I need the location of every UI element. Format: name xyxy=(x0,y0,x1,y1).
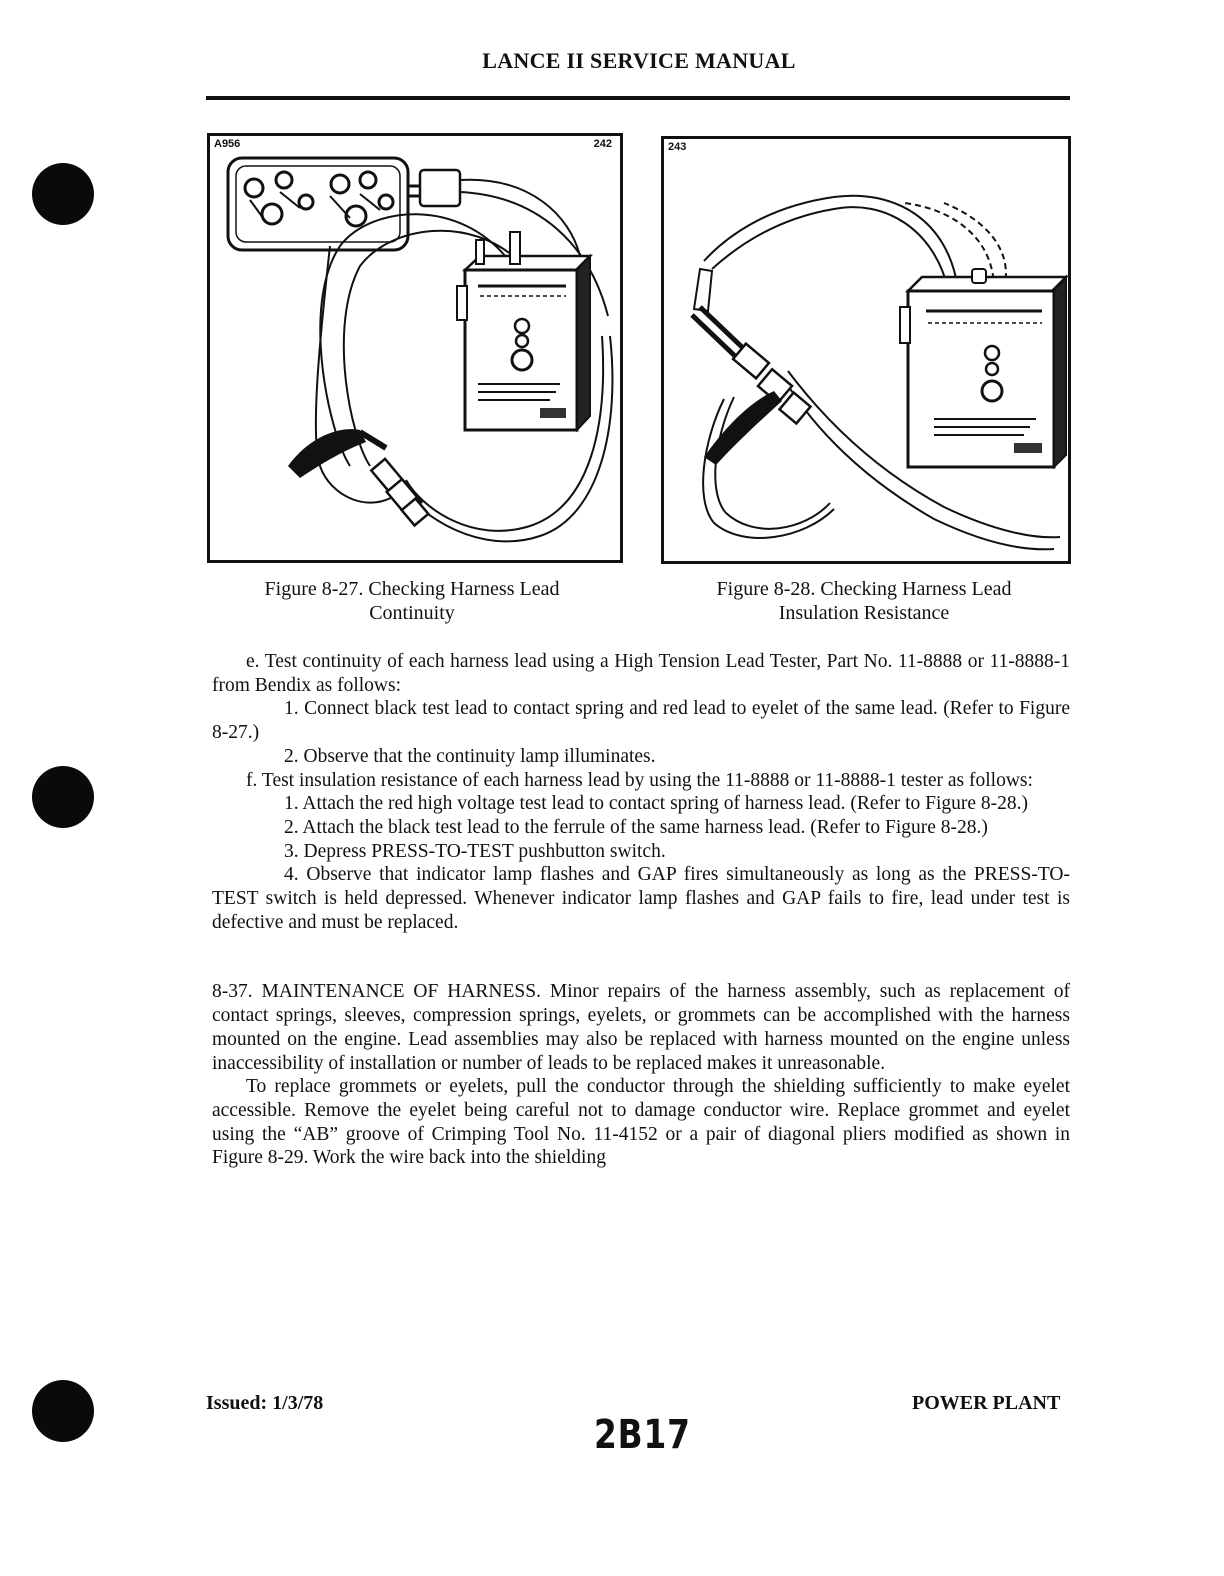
step-f-1: 1. Attach the red high voltage test lead to contact spring of harness lead. (Refer to Figure 8-28.) xyxy=(284,793,1029,815)
step-e: e. Test continuity of each harness lead using a High Tension Lead Tester, Part No. 11-8888 or 11-8888-1 from Bendix as follows: xyxy=(212,651,1070,696)
caption-line: Figure 8-28. Checking Harness Lead xyxy=(716,578,1012,600)
body-text xyxy=(212,650,1070,1170)
harness-distributor-block xyxy=(228,158,460,250)
high-tension-lead-tester xyxy=(457,232,590,430)
binder-hole-bottom xyxy=(32,1380,94,1442)
issued-label: Issued: xyxy=(206,1392,268,1414)
paragraph-gap xyxy=(212,934,1070,980)
figure-8-27-caption xyxy=(200,577,624,625)
continuity-test-illustration xyxy=(210,136,620,560)
step-e-2: 2. Observe that the continuity lamp illuminates. xyxy=(284,745,656,767)
figure-8-27 xyxy=(207,133,623,563)
page-header-title: LANCE II SERVICE MANUAL xyxy=(482,48,796,73)
section-8-37: 8-37. MAINTENANCE OF HARNESS. Minor repairs of the harness assembly, such as replacement of contact springs, sleeves, compression springs, eyelets, or grommets can be accomplished with the harness mounted on the engine. Lead assemblies may also be replaced with harness mounted on the engine unless inaccessibility of installation or number of leads to be replaced makes it unreasonable. xyxy=(212,981,1070,1074)
header-rule xyxy=(206,96,1070,100)
step-f-2: 2. Attach the black test lead to the ferrule of the same harness lead. (Refer to Figure 8-28.) xyxy=(284,816,988,838)
binder-hole-middle xyxy=(32,766,94,828)
caption-line: Figure 8-27. Checking Harness Lead xyxy=(264,578,560,600)
insulation-test-illustration xyxy=(664,139,1068,561)
step-f-4: 4. Observe that indicator lamp flashes and GAP fires simultaneously as long as the PRESS-TO-TEST switch is held depressed. Whenever indicator lamp flashes and GAP fails to fire, lead under test is defective and must be replaced. xyxy=(212,864,1070,933)
caption-line: Continuity xyxy=(369,602,455,624)
section-8-37-continued: To replace grommets or eyelets, pull the conductor through the shielding sufficiently to make eyelet accessible. Remove the eyelet being careful not to damage conductor wire. Replace grommet and eyelet using the “AB” groove of Crimping Tool No. 11-4152 or a pair of diagonal pliers modified as shown in Figure 8-29. Work the wire back into the shielding xyxy=(212,1076,1070,1169)
page-code: 2B17 xyxy=(594,1412,691,1458)
high-tension-lead-tester xyxy=(900,269,1066,467)
issued-date: 1/3/78 xyxy=(272,1392,324,1414)
figure-8-28 xyxy=(661,136,1071,564)
test-clip-and-lead-end xyxy=(288,429,428,525)
footer-section: POWER PLANT xyxy=(912,1392,1061,1414)
binder-hole-top xyxy=(32,163,94,225)
step-f-3: 3. Depress PRESS-TO-TEST pushbutton switch. xyxy=(284,840,666,862)
footer-issued xyxy=(206,1392,323,1415)
figure-id-left: 243 xyxy=(668,141,687,153)
figure-id-right: 242 xyxy=(593,138,612,150)
figure-id-left: A956 xyxy=(214,138,241,150)
caption-line: Insulation Resistance xyxy=(778,602,950,624)
step-f: f. Test insulation resistance of each harness lead by using the 11-8888 or 11-8888-1 tester as follows: xyxy=(246,769,1033,791)
step-e-1: 1. Connect black test lead to contact spring and red lead to eyelet of the same lead. (Refer to Figure 8-27.) xyxy=(212,698,1070,744)
figure-8-28-caption xyxy=(652,577,1076,625)
